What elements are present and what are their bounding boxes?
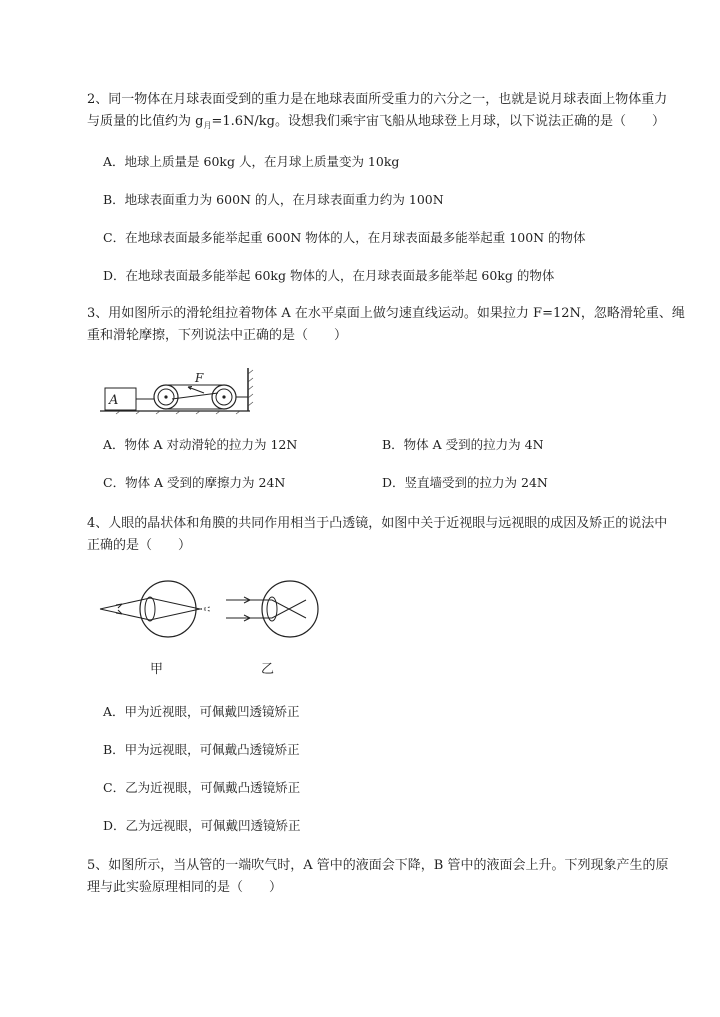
eye-caption-jia: 甲 (150, 662, 164, 677)
q2-option-a[interactable]: A．地球上质量是 60kg 人，在月球上质量变为 10kg (103, 154, 400, 169)
force-arrow (188, 387, 204, 394)
q4-stem-line2: 正确的是（ ） (87, 538, 192, 553)
q2-stem-line2-b: =1.6N/kg。设想我们乘宇宙飞船从地球登上月球，以下说法正确的是（ ） (211, 114, 665, 129)
force-f-label: F (195, 371, 204, 385)
q3-option-a[interactable]: A．物体 A 对动滑轮的拉力为 12N (103, 437, 298, 452)
q2-stem-line2-a: 与质量的比值约为 g (87, 114, 204, 129)
movable-pulley (154, 385, 178, 409)
q4-option-c[interactable]: C．乙为近视眼，可佩戴凸透镜矫正 (103, 780, 301, 795)
pulley-system-figure (100, 366, 260, 414)
q2-stem-line1: 2、同一物体在月球表面受到的重力是在地球表面所受重力的六分之一，也就是说月球表面上物体重力 (87, 92, 668, 107)
q3-stem-line2: 重和滑轮摩擦，下列说法中正确的是（ ） (87, 328, 348, 343)
q2-option-c[interactable]: C．在地球表面最多能举起重 600N 物体的人，在月球表面最多能举起重 100N 的物体 (103, 230, 586, 245)
q5-stem-line2: 理与此实验原理相同的是（ ） (87, 880, 283, 895)
q3-option-c[interactable]: C．物体 A 受到的摩擦力为 24N (103, 475, 286, 490)
q2-option-d[interactable]: D．在地球表面最多能举起 60kg 物体的人，在月球表面最多能举起 60kg 的物体 (103, 268, 555, 283)
eye-caption-yi: 乙 (261, 662, 275, 677)
eye-diagram-jia (98, 578, 213, 640)
q4-option-b[interactable]: B．甲为远视眼，可佩戴凸透镜矫正 (103, 742, 300, 757)
eye-diagram-yi (224, 578, 324, 640)
q4-option-a[interactable]: A．甲为近视眼，可佩戴凹透镜矫正 (103, 704, 300, 719)
fixed-pulley (212, 385, 236, 409)
q5-stem-line1: 5、如图所示，当从管的一端吹气时，A 管中的液面会下降，B 管中的液面会上升。下列现象产生的原 (87, 858, 669, 873)
q4-stem-line1: 4、人眼的晶状体和角膜的共同作用相当于凸透镜，如图中关于近视眼与远视眼的成因及矫正的说法中 (87, 516, 668, 531)
q4-option-d[interactable]: D．乙为远视眼，可佩戴凹透镜矫正 (103, 818, 301, 833)
q3-option-d[interactable]: D．竖直墙受到的拉力为 24N (382, 475, 548, 490)
q3-stem-line1: 3、用如图所示的滑轮组拉着物体 A 在水平桌面上做匀速直线运动。如果拉力 F=12N，忽略滑轮重、绳 (87, 306, 685, 321)
q2-stem-line2 (87, 113, 665, 135)
block-a-label: A (109, 393, 119, 408)
q2-option-b[interactable]: B．地球表面重力为 600N 的人，在月球表面重力约为 100N (103, 192, 444, 207)
q2-moon-subscript: 月 (203, 121, 212, 130)
q3-option-b[interactable]: B．物体 A 受到的拉力为 4N (382, 437, 544, 452)
